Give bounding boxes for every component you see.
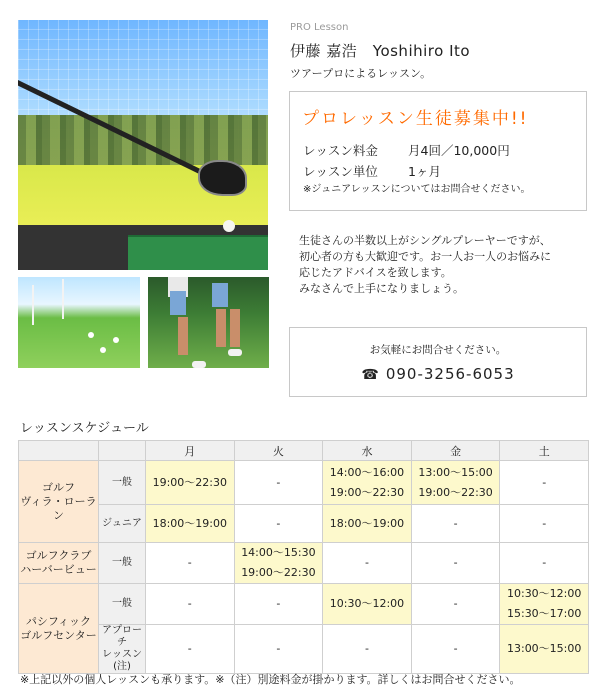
intro-line: 生徒さんの半数以上がシングルプレーヤーですが、 [299, 234, 551, 247]
day-header: 土 [500, 441, 589, 461]
putting-green-photo [18, 277, 140, 368]
time-slot-cell [500, 625, 589, 674]
time-slot-cell [411, 584, 500, 625]
time-slot-cell [411, 625, 500, 674]
time-slot: - [364, 642, 369, 655]
time-slot-cell [146, 543, 235, 584]
time-slot-cell [234, 584, 323, 625]
time-slot: 15:30〜17:00 [506, 607, 582, 620]
golf-ball [113, 337, 119, 343]
time-slot: - [453, 516, 458, 530]
intro-line: 応じたアドバイスを致します。 [299, 266, 452, 279]
pro-name: 伊藤 嘉浩 Yoshihiro Ito [290, 42, 471, 60]
time-slot-cell [234, 625, 323, 674]
venue-cell [19, 461, 99, 543]
course-type-line: ジュニア [102, 517, 142, 529]
time-slot-cell [411, 461, 500, 505]
time-slot-cell [146, 461, 235, 505]
time-slot: 10:30〜12:00 [329, 597, 405, 610]
course-type-line: レッスン(注) [102, 649, 142, 672]
day-header: 火 [234, 441, 323, 461]
intro-line: みなさんで上手になりましょう。 [299, 282, 464, 295]
venue-name-line: ゴルフ [42, 480, 75, 494]
driver-head [198, 160, 247, 196]
time-slot-cell [234, 461, 323, 505]
venue-name-line: ゴルフクラブ [25, 549, 92, 562]
fee-row [303, 141, 510, 159]
pro-description: ツアープロによるレッスン。 [290, 67, 432, 80]
day-header: 月 [146, 441, 235, 461]
time-slot: - [276, 597, 281, 610]
phone-number[interactable]: 090-3256-6053 [385, 365, 515, 383]
time-slot: - [453, 597, 458, 610]
phone-icon: ☎ [361, 367, 380, 383]
schedule-row [19, 461, 589, 505]
time-slot: - [187, 597, 192, 610]
time-slot-cell [146, 625, 235, 674]
time-slot-cell [323, 543, 412, 584]
golf-ball [88, 332, 94, 338]
schedule-row [19, 543, 589, 584]
time-slot: - [542, 516, 547, 530]
time-slot-cell [500, 543, 589, 584]
time-slot: 19:00〜22:30 [329, 485, 405, 499]
time-slot-cell [411, 543, 500, 584]
time-slot-cell [146, 505, 235, 543]
time-slot: - [542, 556, 547, 569]
schedule-title: レッスンスケジュール [20, 421, 149, 436]
recruitment-title: プロレッスン生徒募集中!! [302, 109, 529, 129]
unit-value: 1ヶ月 [408, 164, 441, 179]
schedule-footnote: ※上記以外の個人レッスンも承ります。※（注）別途料金が掛かります。詳しくはお問合せください。 [20, 673, 521, 686]
golfer-shoe [228, 349, 242, 356]
golfer-legs-photo [148, 277, 269, 368]
course-type-line: アプローチ [102, 625, 142, 648]
time-slot-cell [323, 625, 412, 674]
golfer-leg [230, 309, 240, 347]
course-type-cell [99, 625, 146, 674]
time-slot-cell [411, 505, 500, 543]
schedule-table [18, 440, 589, 674]
venue-name-line: ゴルフセンター [20, 628, 97, 642]
course-type-cell [99, 461, 146, 505]
golf-ball [223, 220, 235, 232]
flag-pin [62, 279, 64, 319]
time-slot-cell [234, 505, 323, 543]
golfer-shorts [212, 283, 228, 307]
header-blank [19, 441, 99, 461]
section-label: PRO Lesson [290, 22, 349, 33]
time-slot: - [453, 556, 458, 569]
contact-box [289, 327, 587, 397]
course-type-cell [99, 505, 146, 543]
time-slot: - [276, 516, 281, 530]
golfer-leg [216, 309, 226, 347]
day-header: 金 [411, 441, 500, 461]
schedule-row [19, 584, 589, 625]
header-blank [99, 441, 146, 461]
time-slot: - [187, 642, 192, 655]
schedule-row [19, 505, 589, 543]
golf-ball [100, 347, 106, 353]
flag-pin [32, 285, 34, 325]
course-type-line: 一般 [112, 598, 132, 609]
time-slot: 13:00〜15:00 [506, 642, 582, 655]
schedule-header-row [19, 441, 589, 461]
fee-value: 月4回／10,000円 [408, 143, 510, 158]
course-type-cell [99, 584, 146, 625]
golfer-shorts [170, 291, 186, 315]
golfer-shoe [192, 361, 206, 368]
time-slot-cell [500, 505, 589, 543]
time-slot: 19:00〜22:30 [241, 566, 316, 579]
time-slot: - [276, 642, 281, 655]
time-slot: 18:00〜19:00 [152, 516, 227, 530]
course-type-line: 一般 [112, 476, 132, 488]
course-type-line: 一般 [112, 557, 132, 568]
golfer-leg [178, 317, 188, 355]
time-slot-cell [323, 505, 412, 543]
day-header: 水 [323, 441, 412, 461]
course-type-cell [99, 543, 146, 584]
fee-label: レッスン料金 [303, 143, 378, 158]
time-slot-cell [234, 543, 323, 584]
schedule-row [19, 625, 589, 674]
time-slot-cell [500, 584, 589, 625]
venue-name-line: ヴィラ・ローラン [20, 494, 97, 522]
time-slot: 10:30〜12:00 [506, 587, 582, 600]
intro-line: 初心者の方も大歓迎です。お一人お一人のお悩みに [299, 250, 552, 263]
phone-number-line[interactable] [290, 365, 586, 383]
venue-cell [19, 584, 99, 674]
time-slot: - [187, 556, 192, 569]
time-slot: - [542, 475, 547, 489]
time-slot: 18:00〜19:00 [329, 516, 405, 530]
time-slot-cell [146, 584, 235, 625]
intro-text [299, 233, 579, 297]
recruitment-box [289, 91, 587, 211]
venue-cell [19, 543, 99, 584]
time-slot: 19:00〜22:30 [418, 485, 493, 499]
hitting-mat [128, 235, 268, 270]
time-slot: 19:00〜22:30 [152, 475, 227, 489]
time-slot: 13:00〜15:00 [418, 465, 493, 479]
venue-name-line: ハーバービュー [20, 563, 97, 576]
time-slot: - [364, 556, 369, 569]
venue-name-line: パシフィック [25, 614, 92, 628]
time-slot: - [276, 475, 281, 489]
contact-lead: お気軽にお問合せください。 [369, 344, 507, 356]
unit-row [303, 162, 441, 180]
time-slot-cell [500, 461, 589, 505]
unit-label: レッスン単位 [303, 164, 378, 179]
time-slot-cell [323, 461, 412, 505]
time-slot: - [453, 642, 458, 655]
junior-note: ※ジュニアレッスンについてはお問合せください。 [303, 184, 531, 195]
time-slot: 14:00〜15:30 [241, 546, 316, 559]
time-slot: 14:00〜16:00 [329, 465, 405, 479]
golf-driver-photo [18, 20, 268, 270]
time-slot-cell [323, 584, 412, 625]
